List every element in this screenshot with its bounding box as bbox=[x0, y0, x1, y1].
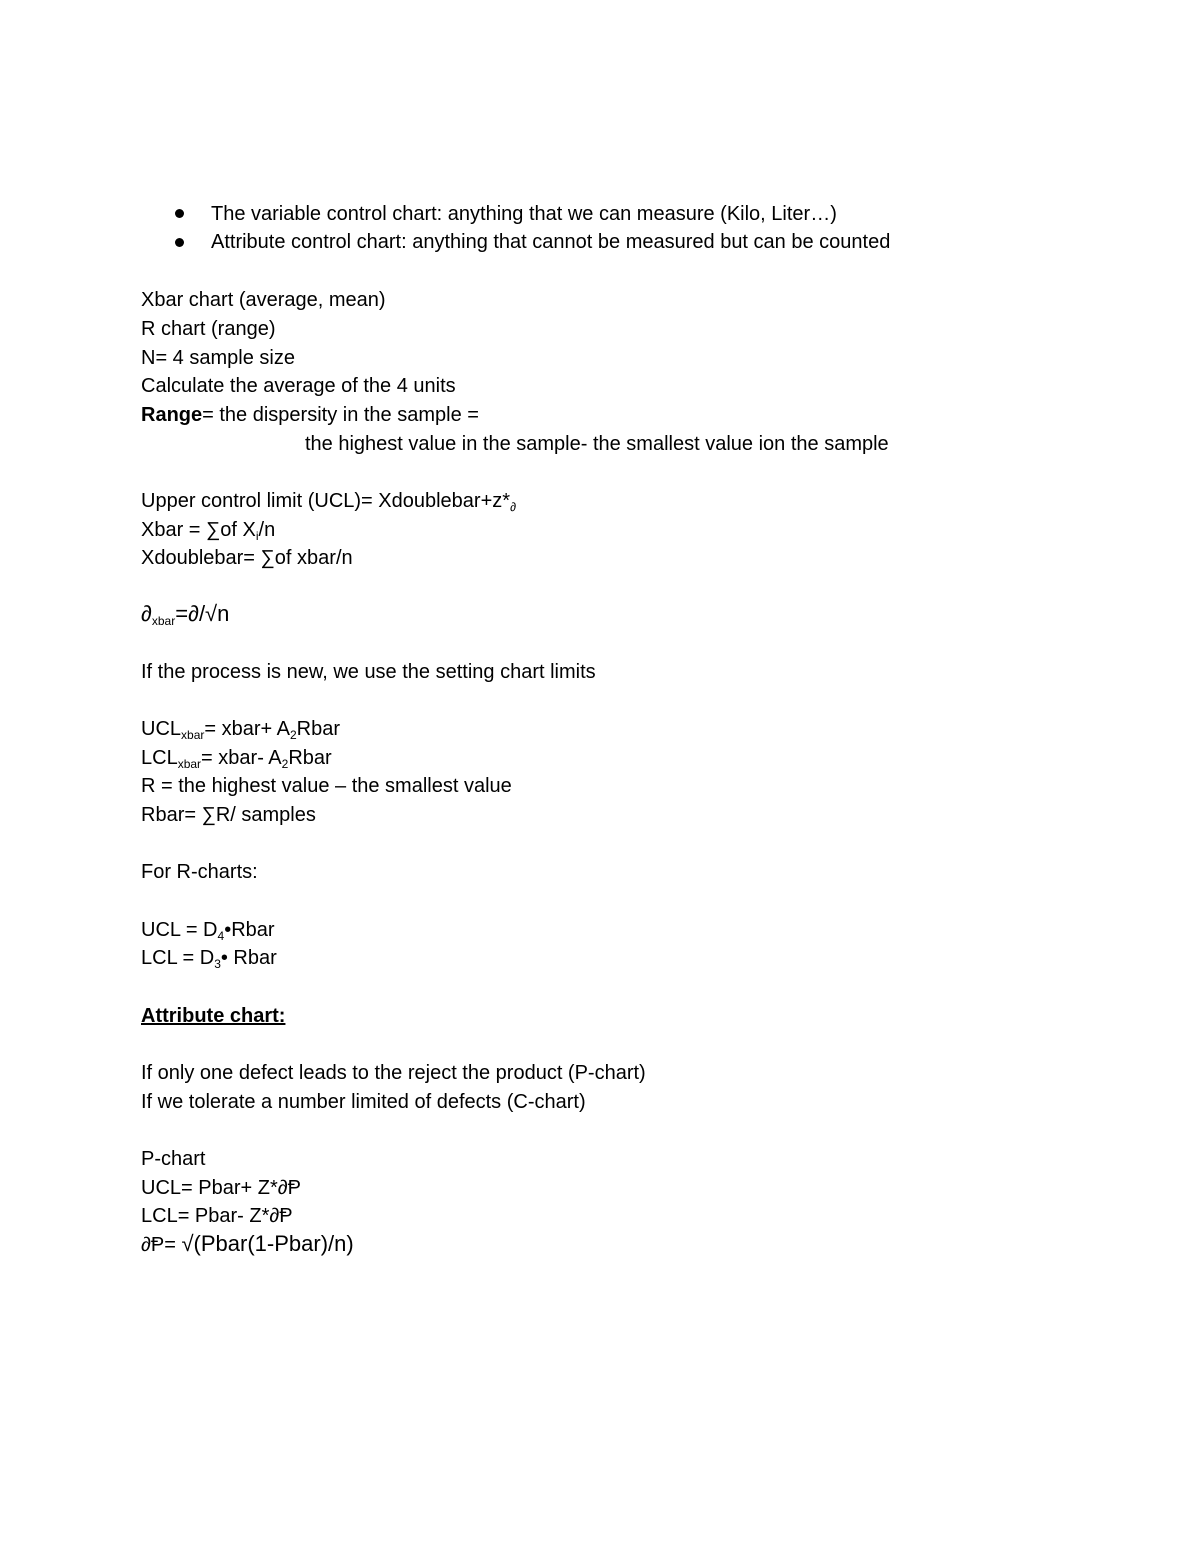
ucl-xbar-a2-subscript: 2 bbox=[289, 728, 297, 742]
ucl-formula-subscript: ∂ bbox=[510, 500, 516, 514]
lcl-xbar-a2-subscript: 2 bbox=[281, 757, 289, 771]
ucl-xbar-subscript: xbar bbox=[181, 728, 205, 742]
range-definition: = the dispersity in the sample = bbox=[202, 404, 479, 426]
lcl-xbar-pre: LCL bbox=[141, 747, 178, 769]
sigma-xbar-pre: ∂ bbox=[141, 601, 152, 626]
r-ucl-subscript: 4 bbox=[217, 929, 225, 943]
r-lcl-subscript: 3 bbox=[214, 957, 221, 971]
ucl-xbar-pre: UCL bbox=[141, 718, 182, 740]
new-process-line: If the process is new, we use the setting chart limits bbox=[141, 661, 596, 683]
bullet-variable-chart: The variable control chart: anything that we can measure (Kilo, Liter…) bbox=[211, 203, 837, 225]
xbar-formula-subscript: i bbox=[255, 529, 259, 543]
bullet-attribute-chart: Attribute control chart: anything that cannot be measured but can be counted bbox=[211, 231, 891, 253]
range-formula-line: the highest value in the sample- the smallest value ion the sample bbox=[305, 433, 889, 455]
range-label: Range bbox=[141, 404, 203, 426]
r-charts-heading: For R-charts: bbox=[141, 861, 258, 883]
bullet-marker bbox=[175, 238, 184, 247]
ucl-xbar-line bbox=[141, 715, 340, 743]
r-chart-lcl-line bbox=[141, 944, 277, 972]
r-chart-ucl-line bbox=[141, 916, 275, 944]
ucl-formula-main: Upper control limit (UCL)= Xdoublebar+z* bbox=[141, 490, 511, 512]
p-chart-ucl-line: UCL= Pbar+ Z*∂Ᵽ bbox=[141, 1177, 301, 1199]
xdoublebar-formula-line: Xdoublebar= ∑of xbar/n bbox=[141, 547, 353, 569]
lcl-xbar-line bbox=[141, 744, 332, 772]
ucl-xbar-post: Rbar bbox=[296, 718, 341, 740]
p-sigma-pre: ∂Ᵽ= bbox=[141, 1234, 182, 1256]
r-lcl-pre: LCL = D bbox=[141, 947, 215, 969]
xbar-formula-pre: Xbar = ∑of X bbox=[141, 519, 256, 541]
attribute-chart-heading: Attribute chart: bbox=[141, 1005, 286, 1027]
p-chart-heading: P-chart bbox=[141, 1148, 206, 1170]
r-ucl-post: •Rbar bbox=[224, 919, 275, 941]
sigma-xbar-post: =∂/√n bbox=[175, 601, 230, 626]
c-chart-rule-line: If we tolerate a number limited of defects (C-chart) bbox=[141, 1091, 586, 1113]
xbar-formula-post: /n bbox=[258, 519, 276, 541]
sigma-xbar-formula-line bbox=[141, 600, 229, 628]
r-lcl-post: • Rbar bbox=[220, 947, 277, 969]
r-ucl-pre: UCL = D bbox=[141, 919, 218, 941]
lcl-xbar-mid: = xbar- A bbox=[201, 747, 282, 769]
p-chart-rule-line: If only one defect leads to the reject the product (P-chart) bbox=[141, 1062, 646, 1084]
ucl-formula-line bbox=[141, 487, 516, 515]
p-chart-sigma-line bbox=[141, 1230, 354, 1258]
p-chart-lcl-line: LCL= Pbar- Z*∂Ᵽ bbox=[141, 1205, 293, 1227]
lcl-xbar-subscript: xbar bbox=[177, 757, 202, 771]
p-sigma-formula: √(Pbar(1-Pbar)/n) bbox=[181, 1231, 354, 1256]
bullet-marker bbox=[175, 209, 184, 218]
r-chart-line: R chart (range) bbox=[141, 318, 276, 340]
sigma-xbar-subscript: xbar bbox=[151, 614, 176, 628]
r-definition-line: R = the highest value – the smallest value bbox=[141, 775, 512, 797]
lcl-xbar-post: Rbar bbox=[288, 747, 332, 769]
range-line bbox=[141, 401, 479, 429]
xbar-formula-line bbox=[141, 516, 275, 544]
calc-average-line: Calculate the average of the 4 units bbox=[141, 375, 456, 397]
ucl-xbar-mid: = xbar+ A bbox=[204, 718, 290, 740]
xbar-chart-line: Xbar chart (average, mean) bbox=[141, 289, 386, 311]
sample-size-line: N= 4 sample size bbox=[141, 347, 295, 369]
rbar-definition-line: Rbar= ∑R/ samples bbox=[141, 804, 316, 826]
